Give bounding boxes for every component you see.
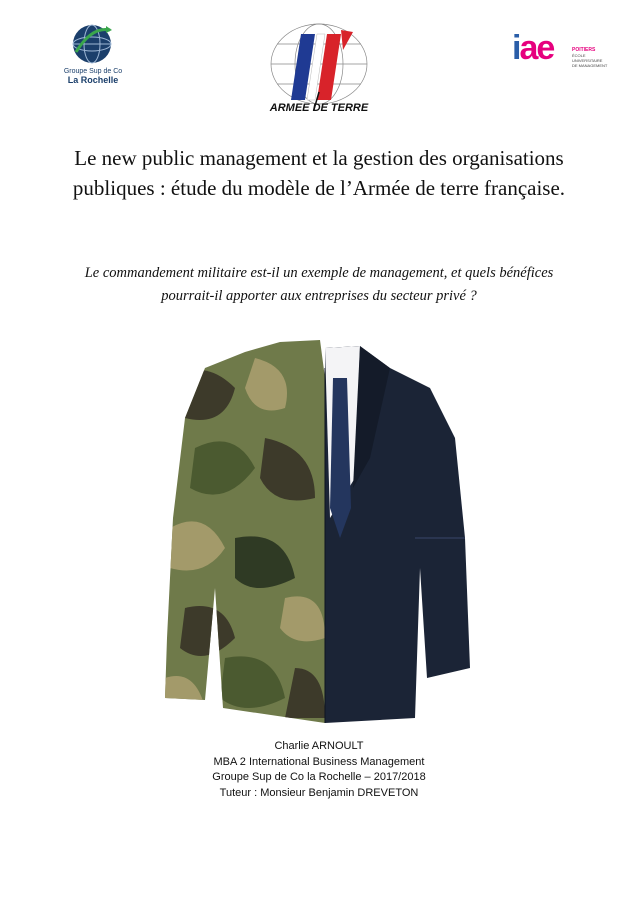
author-tutor: Tuteur : Monsieur Benjamin DREVETON [219,786,419,799]
iae-mark [512,28,553,68]
iae-sub3: DE MANAGEMENT [572,63,608,68]
iae-sub1: ÉCOLE [572,53,586,58]
author-name: Charlie ARNOULT [274,740,364,752]
logo-left-line2: La Rochelle [67,75,119,85]
iae-sub2: UNIVERSITAIRE [572,58,603,63]
author-program: MBA 2 International Business Management [213,755,425,768]
groupe-sup-de-co-logo [56,20,130,94]
armee-de-terre-text: ARMEE DE TERRE [269,102,369,114]
logo-left-line1: Groupe Sup de Co [63,68,123,75]
globe-arrow-icon [70,22,114,66]
tricolor-flag-icon [243,20,395,110]
iae-mark-i: i [512,29,520,67]
half-camouflage-half-suit-jacket-image [165,338,470,723]
author-block [119,739,519,801]
iae-mark-ae: ae [519,29,554,67]
iae-label: POITIERS [572,47,596,53]
document-subtitle: Le commandement militaire est-il un exemple de management, et quels bénéfices pourrait-il apporter aux entreprises du secteur privé ? [84,265,554,304]
author-school: Groupe Sup de Co la Rochelle – 2017/2018 [212,771,426,783]
armee-de-terre-logo [243,20,395,118]
document-title: Le new public management et la gestion des organisations publiques : étude du modèle de l’Armée de terre française. [72,146,566,200]
iae-poitiers-logo [512,28,608,78]
